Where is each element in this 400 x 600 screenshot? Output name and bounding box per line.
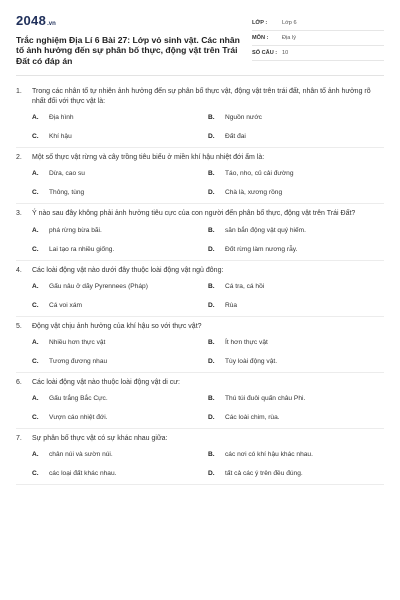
option-c[interactable]: [32, 358, 208, 365]
option-b[interactable]: [208, 114, 384, 121]
option-grid: [16, 444, 384, 485]
meta-row-subject: [252, 31, 384, 46]
option-key: C.: [32, 133, 39, 141]
option-key: A.: [32, 226, 39, 234]
option-text: các nơi có khí hậu khác nhau.: [225, 451, 313, 459]
question-body: Sự phân bố thực vật có sự khác nhau giữa:: [32, 434, 168, 442]
option-key: A.: [32, 170, 39, 178]
meta-value: 10: [282, 50, 289, 56]
question-body: Các loài động vật nào thuộc loài động vật di cư:: [32, 378, 180, 386]
option-text: Tùy loài động vật.: [225, 357, 278, 365]
meta-row-class: [252, 16, 384, 31]
site-logo[interactable]: [16, 14, 244, 27]
option-b[interactable]: [208, 339, 384, 346]
option-d[interactable]: [208, 358, 384, 365]
option-key: B.: [208, 282, 215, 290]
option-c[interactable]: [32, 414, 208, 421]
question-number: 4.: [16, 266, 22, 274]
option-c[interactable]: [32, 189, 208, 196]
option-b[interactable]: [208, 395, 384, 402]
question-item: [16, 434, 384, 485]
option-key: B.: [208, 451, 215, 459]
option-grid: [16, 107, 384, 148]
meta-label: MÔN :: [252, 35, 269, 41]
meta-value[interactable]: Lớp 6: [282, 20, 297, 26]
option-key: D.: [208, 133, 215, 141]
option-d[interactable]: [208, 302, 384, 309]
option-a[interactable]: [32, 395, 208, 402]
option-key: A.: [32, 338, 39, 346]
option-text: Địa hình: [49, 114, 74, 122]
option-key: D.: [208, 245, 215, 253]
option-key: C.: [32, 470, 39, 478]
question-item: [16, 322, 384, 373]
option-text: Thông, tùng: [49, 189, 85, 197]
option-text: Tương đương nhau: [49, 357, 108, 365]
option-text: Đất đai: [225, 133, 246, 141]
question-text: [16, 153, 384, 163]
option-key: C.: [32, 301, 39, 309]
option-b[interactable]: [208, 283, 384, 290]
option-grid: [16, 163, 384, 204]
question-body: Động vật chịu ảnh hưởng của khí hậu so với thực vật?: [32, 322, 202, 330]
option-grid: [16, 388, 384, 429]
option-text: Gấu nâu ở dãy Pyrennees (Pháp): [49, 282, 148, 290]
option-text: chân núi và sườn núi.: [49, 451, 113, 459]
question-number: 5.: [16, 322, 22, 330]
option-key: A.: [32, 394, 39, 402]
question-text: [16, 87, 384, 107]
meta-row-count: [252, 46, 384, 61]
quiz-header: [16, 0, 384, 76]
option-d[interactable]: [208, 470, 384, 477]
option-key: B.: [208, 226, 215, 234]
option-key: A.: [32, 114, 39, 122]
option-text: tất cả các ý trên đều đúng.: [225, 470, 303, 478]
option-text: Gấu trắng Bắc Cực.: [49, 394, 108, 402]
option-text: Ít hơn thực vật: [225, 338, 268, 346]
option-key: D.: [208, 301, 215, 309]
option-c[interactable]: [32, 302, 208, 309]
option-key: D.: [208, 470, 215, 478]
question-body: Một số thực vật rừng và cây trồng tiêu biểu ở miền khí hậu nhiệt đới ẩm là:: [32, 154, 265, 162]
option-text: Rùa: [225, 301, 238, 309]
option-text: Đốt rừng làm nương rẫy.: [225, 245, 298, 253]
option-text: các loại đất khác nhau.: [49, 470, 117, 478]
option-text: Lai tạo ra nhiều giống.: [49, 245, 115, 253]
question-number: 7.: [16, 434, 22, 442]
option-key: B.: [208, 394, 215, 402]
option-text: Táo, nho, củ cải đường: [225, 170, 294, 178]
option-text: Thú túi đuôi quấn châu Phi.: [225, 394, 306, 402]
option-text: Dừa, cao su: [49, 170, 85, 178]
option-text: Cá tra, cá hồi: [225, 282, 265, 290]
option-key: B.: [208, 170, 215, 178]
question-body: Ý nào sau đây không phải ảnh hưởng tiêu cực của con người đến phân bố thực, động vật trên Trái Đất?: [32, 210, 356, 218]
page-title: Trắc nghiệm Địa Lí 6 Bài 27: Lớp vỏ sinh vật. Các nhân tố ảnh hưởng đến sự phân bố thực, động vật trên Trái Đất có đáp án: [16, 35, 240, 66]
question-number: 6.: [16, 378, 22, 386]
question-item: [16, 209, 384, 260]
question-body: Các loài động vật nào dưới đây thuộc loài động vật ngủ đông:: [32, 266, 224, 274]
option-grid: [16, 276, 384, 317]
option-text: Cá voi xám: [49, 301, 82, 309]
option-key: D.: [208, 357, 215, 365]
question-item: [16, 266, 384, 317]
question-list: [16, 76, 384, 485]
option-text: Chà là, xương rồng: [225, 189, 283, 197]
question-number: 1.: [16, 88, 22, 95]
quiz-meta: [252, 16, 384, 75]
option-a[interactable]: [32, 283, 208, 290]
option-c[interactable]: [32, 470, 208, 477]
question-item: [16, 153, 384, 204]
option-text: Vượn cáo nhiệt đới.: [49, 413, 108, 421]
option-a[interactable]: [32, 339, 208, 346]
option-d[interactable]: [208, 189, 384, 196]
option-d[interactable]: [208, 246, 384, 253]
option-c[interactable]: [32, 246, 208, 253]
option-text: Các loài chim, rùa.: [225, 413, 280, 421]
option-key: D.: [208, 413, 215, 421]
option-key: C.: [32, 189, 39, 197]
option-a[interactable]: [32, 451, 208, 458]
option-b[interactable]: [208, 170, 384, 177]
question-item: [16, 378, 384, 429]
question-text: [16, 209, 384, 219]
option-d[interactable]: [208, 414, 384, 421]
meta-label: SỐ CÂU :: [252, 50, 278, 56]
option-d[interactable]: [208, 133, 384, 140]
question-number: 3.: [16, 210, 22, 218]
logo-suffix: .vn: [47, 21, 56, 27]
question-text: [16, 434, 384, 444]
question-number: 2.: [16, 154, 22, 162]
option-text: phá rừng bừa bãi.: [49, 226, 102, 234]
question-body: Trong các nhân tố tự nhiên ảnh hưởng đến sự phân bố thực vật, động vật trên trái đất, nhân tố ảnh hưởng rõ nhất đối với thực vật là:: [32, 88, 371, 106]
option-a[interactable]: [32, 114, 208, 121]
option-grid: [16, 332, 384, 373]
option-c[interactable]: [32, 133, 208, 140]
option-grid: [16, 220, 384, 261]
option-a[interactable]: [32, 170, 208, 177]
meta-label: LỚP :: [252, 20, 268, 26]
option-text: Nhiều hơn thực vật: [49, 338, 106, 346]
option-a[interactable]: [32, 227, 208, 234]
option-key: C.: [32, 245, 39, 253]
option-key: A.: [32, 282, 39, 290]
meta-value[interactable]: Địa lý: [282, 35, 296, 41]
option-b[interactable]: [208, 451, 384, 458]
option-text: săn bắn động vật quý hiếm.: [225, 226, 307, 234]
option-text: Khí hậu: [49, 133, 72, 141]
option-key: C.: [32, 413, 39, 421]
option-key: C.: [32, 357, 39, 365]
question-text: [16, 378, 384, 388]
option-key: B.: [208, 114, 215, 122]
option-b[interactable]: [208, 227, 384, 234]
question-text: [16, 266, 384, 276]
question-item: [16, 87, 384, 148]
option-text: Nguồn nước: [225, 114, 262, 122]
question-text: [16, 322, 384, 332]
option-key: B.: [208, 338, 215, 346]
option-key: D.: [208, 189, 215, 197]
header-left: [16, 14, 244, 75]
logo-text: 2048: [16, 13, 47, 28]
option-key: A.: [32, 451, 39, 459]
